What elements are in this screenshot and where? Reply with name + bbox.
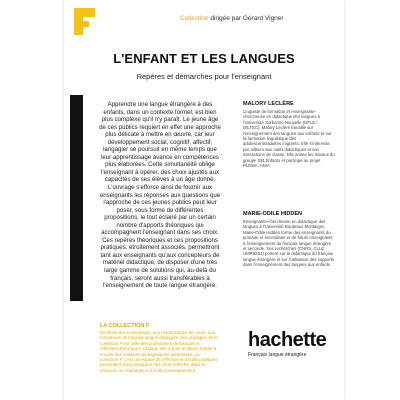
author-block-leclere [243,101,335,168]
collection-box-label: LA COLLECTION F [100,323,150,329]
publisher-subtitle: Français langue étrangère [248,352,307,358]
collection-word: Collection [180,15,209,22]
collection-director: dirigée par Gérard Vigner [208,15,284,22]
book-subtitle: Repères et démarches pour l'enseignant [136,72,272,81]
collection-line [180,15,284,22]
publisher-block [248,330,338,358]
book-summary: Apprendre une langue étrangère à des enfants, dans un contexte formel, est bien plus complexe qu'il n'y paraît. Le jeune âge de ces publics requiert en effet une approche plus délicate à mettre en œuvre, car leur développement social, cognitif, affectif, langagier se poursuit en même temps que leur apprentissage avance en compétences plus élaborées. Cette simultanéité oblige l'enseignant à opérer, des choix ajustés aux capacités de ses élèves à un âge donné. L'ouvrage s'efforce ainsi de fournir aux enseignants les réponses aux questions que l'approche de ces jeunes publics peut leur poser, sous forme de différentes propositions, le tout éclairé par un certain nombre d'apports théoriques qui accompagnent l'enseignant dans ses choix. Ces repères théoriques et ces propositions pratiques, étroitement associés, permettront tant aux enseignants qu'aux concepteurs de matériel didactique, de disposer d'une très large gamme de solutions qui, au-delà du français, seront aussi transférables à l'enseignement de toute langue étrangère. [99,101,221,290]
author-bio: Enseignante-chercheuse en didactique des langues à l'Université Bordeaux Montaigne, Marie-Odile Hidden forme des enseignants du primaire et secondaire et de futurs enseignants à l'enseignement du français langue étrangère et seconde. Ses recherches (CNRS, CLLE UMR5263) portent sur la didactique du français langue étrangère et sur l'utilisation des supports dans l'enseignement des langues aux enfants. [243,219,335,268]
collection-f-logo [74,8,95,35]
collection-box-text: Destinée aux enseignants, aux responsables de cours, aux formateurs de français langue étrangère, aux ouvrages de la collection F est celle des professeurs de français et réflexions théoriques. Chaque titre a pour ambition d'aider à trouver des solutions pédagogiques pertinentes. La collection F, c'est un espace de réflexion et d'outils pratiques permettant d'accompagner des choix réfléchis dans la sélection ou l'élaboration d'outils d'enseignement. [100,330,218,373]
author-block-hidden [243,211,335,268]
author-bio: Linguiste de formation et enseignante-chercheuse en didactique des langues à l'Université Sorbonne Nouvelle (DFLE / DILTEC), Malory Leclère travaille sur l'enseignement des langues aux enfants et sur la formation linguistique des adolescents/adultes migrants. Elle s'intéresse par ailleurs aux outils didactiques et aux interactions de classe. Elle anime les travaux du groupe SELEnfants et participe au projet PLEMA, ANIA. [243,109,335,169]
author-name: MARIE-ODILE HIDDEN [243,211,302,217]
author-name: MALORY LECLÈRE [243,101,294,107]
publisher-logo-text: hachette [248,329,327,351]
book-title: L'ENFANT ET LES LANGUES [113,51,295,66]
decorative-black-bar [70,95,83,301]
